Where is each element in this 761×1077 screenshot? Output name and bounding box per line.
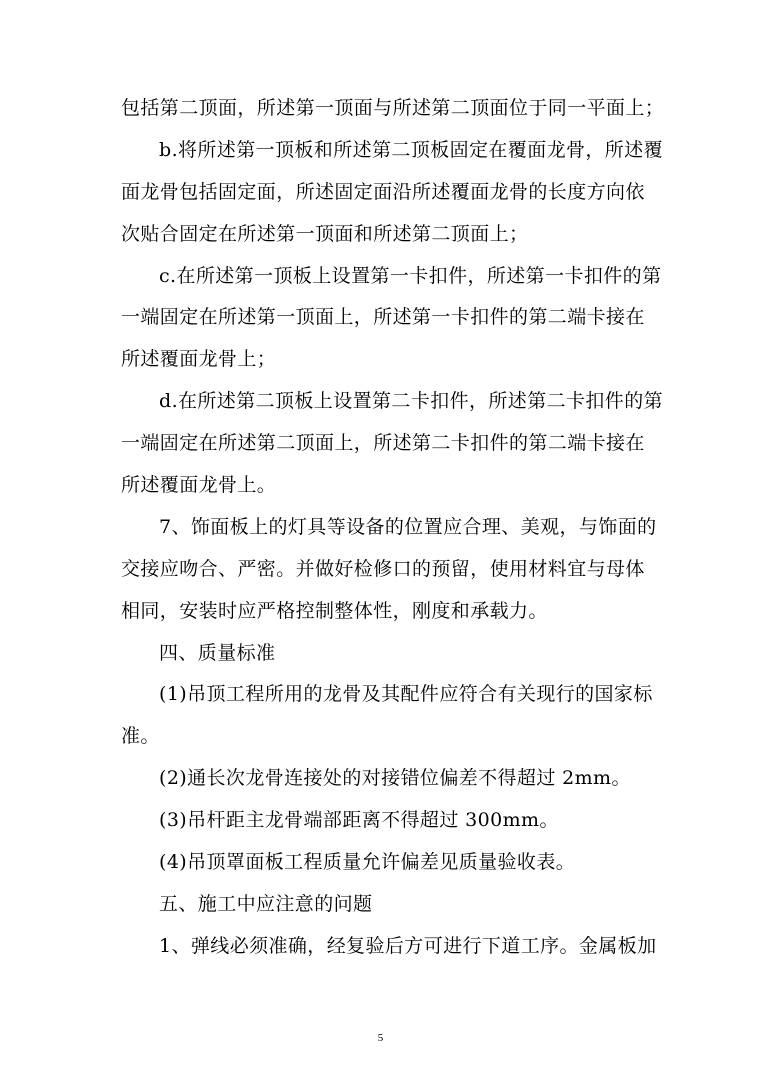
text-line-16: 准。 <box>121 725 160 748</box>
text-line-2: b.将所述第一顶板和所述第二顶板固定在覆面龙骨，所述覆 <box>159 138 664 161</box>
text-line-3: 面龙骨包括固定面，所述固定面沿所述覆面龙骨的长度方向依 <box>121 180 645 203</box>
body-text <box>121 88 665 968</box>
text-line-6: 一端固定在所述第一顶面上，所述第一卡扣件的第二端卡接在 <box>121 306 645 329</box>
text-line-4: 次贴合固定在所述第一顶面和所述第二顶面上； <box>121 222 529 245</box>
text-line-13: 相同，安装时应严格控制整体性，刚度和承载力。 <box>121 599 548 622</box>
section-heading-construction-issues: 五、施工中应注意的问题 <box>159 892 373 915</box>
text-line-10: 所述覆面龙骨上。 <box>121 474 277 497</box>
text-line-7: 所述覆面龙骨上； <box>121 348 277 371</box>
text-line-19: (4)吊顶罩面板工程质量允许偏差见质量验收表。 <box>159 851 576 874</box>
text-line-18: (3)吊杆距主龙骨端部距离不得超过 300mm。 <box>159 809 559 832</box>
text-line-5: c.在所述第一顶板上设置第一卡扣件，所述第一卡扣件的第 <box>159 264 662 287</box>
section-heading-quality-standards: 四、质量标准 <box>159 641 276 664</box>
text-line-21: 1、弹线必须准确，经复验后方可进行下道工序。金属板加 <box>159 934 657 957</box>
text-line-15: (1)吊顶工程所用的龙骨及其配件应符合有关现行的国家标 <box>159 683 653 706</box>
text-line-12: 交接应吻合、严密。并做好检修口的预留，使用材料宜与母体 <box>121 557 645 580</box>
text-line-1: 包括第二顶面，所述第一顶面与所述第二顶面位于同一平面上； <box>121 97 665 119</box>
text-line-9: 一端固定在所述第二顶面上，所述第二卡扣件的第二端卡接在 <box>121 432 645 455</box>
text-line-8: d.在所述第二顶板上设置第二卡扣件，所述第二卡扣件的第 <box>159 390 664 413</box>
text-line-17: (2)通长次龙骨连接处的对接错位偏差不得超过 2mm。 <box>159 767 631 790</box>
page-number: 5 <box>377 1032 384 1044</box>
text-line-11: 7、饰面板上的灯具等设备的位置应合理、美观，与饰面的 <box>159 515 657 538</box>
